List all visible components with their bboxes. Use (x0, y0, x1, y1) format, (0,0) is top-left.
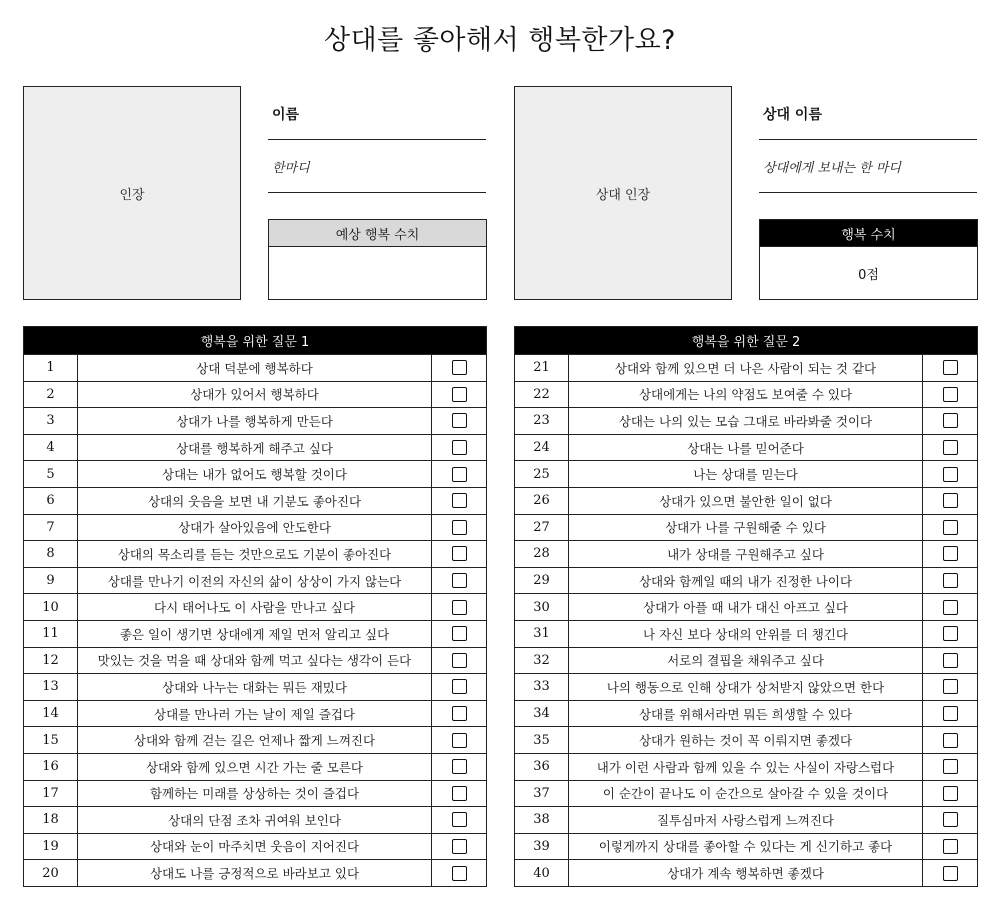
question-table-1-header: 행복을 위한 질문 1 (24, 327, 486, 354)
question-number: 6 (24, 488, 78, 514)
question-row (24, 700, 486, 727)
checkbox[interactable] (943, 786, 958, 801)
question-checkbox-cell (923, 594, 977, 620)
question-checkbox-cell (432, 355, 486, 381)
question-text: 상대를 만나기 이전의 자신의 삶이 상상이 가지 않는다 (78, 568, 432, 594)
question-row (515, 434, 977, 461)
question-text: 나 자신 보다 상대의 안위를 더 챙긴다 (569, 621, 923, 647)
checkbox[interactable] (943, 679, 958, 694)
checkbox[interactable] (452, 387, 467, 402)
question-text: 질투심마저 사랑스럽게 느껴진다 (569, 807, 923, 833)
checkbox[interactable] (452, 733, 467, 748)
checkbox[interactable] (452, 759, 467, 774)
question-row (515, 700, 977, 727)
question-checkbox-cell (923, 834, 977, 860)
question-row (515, 806, 977, 833)
question-number: 24 (515, 435, 569, 461)
question-row (24, 833, 486, 860)
question-row (24, 620, 486, 647)
question-checkbox-cell (923, 355, 977, 381)
question-checkbox-cell (923, 435, 977, 461)
question-number: 23 (515, 408, 569, 434)
question-row (515, 780, 977, 807)
question-checkbox-cell (432, 541, 486, 567)
question-row (24, 487, 486, 514)
checkbox[interactable] (452, 626, 467, 641)
question-text: 상대가 아플 때 내가 대신 아프고 싶다 (569, 594, 923, 620)
question-row (515, 833, 977, 860)
question-checkbox-cell (432, 701, 486, 727)
question-checkbox-cell (432, 621, 486, 647)
checkbox[interactable] (943, 493, 958, 508)
question-text: 상대가 계속 행복하면 좋겠다 (569, 860, 923, 886)
question-row (515, 647, 977, 674)
question-text: 좋은 일이 생기면 상대에게 제일 먼저 알리고 싶다 (78, 621, 432, 647)
question-checkbox-cell (432, 435, 486, 461)
question-number: 2 (24, 382, 78, 408)
question-number: 11 (24, 621, 78, 647)
question-text: 이 순간이 끝나도 이 순간으로 살아갈 수 있을 것이다 (569, 781, 923, 807)
question-row (515, 514, 977, 541)
question-row (24, 780, 486, 807)
my-note-field[interactable]: 한마디 (268, 141, 486, 193)
checkbox[interactable] (452, 360, 467, 375)
checkbox[interactable] (452, 786, 467, 801)
checkbox[interactable] (452, 839, 467, 854)
question-checkbox-cell (432, 807, 486, 833)
question-number: 30 (515, 594, 569, 620)
checkbox[interactable] (452, 413, 467, 428)
question-checkbox-cell (923, 727, 977, 753)
checkbox[interactable] (943, 706, 958, 721)
question-number: 28 (515, 541, 569, 567)
question-checkbox-cell (432, 674, 486, 700)
question-number: 1 (24, 355, 78, 381)
checkbox[interactable] (452, 493, 467, 508)
question-number: 15 (24, 727, 78, 753)
question-checkbox-cell (923, 382, 977, 408)
question-checkbox-cell (432, 594, 486, 620)
question-number: 38 (515, 807, 569, 833)
happiness-score-header: 행복 수치 (760, 220, 977, 247)
question-number: 21 (515, 355, 569, 381)
checkbox[interactable] (943, 626, 958, 641)
page-title: 상대를 좋아해서 행복한가요? (324, 25, 676, 56)
expected-score-header: 예상 행복 수치 (269, 220, 486, 247)
question-row (515, 354, 977, 381)
question-row (24, 726, 486, 753)
question-row (515, 593, 977, 620)
checkbox[interactable] (943, 839, 958, 854)
question-number: 8 (24, 541, 78, 567)
question-text: 상대와 함께 걷는 길은 언제나 짧게 느껴진다 (78, 727, 432, 753)
question-text: 상대를 위해서라면 뭐든 희생할 수 있다 (569, 701, 923, 727)
question-number: 39 (515, 834, 569, 860)
question-table-1 (23, 326, 487, 887)
question-row (515, 859, 977, 886)
question-number: 35 (515, 727, 569, 753)
checkbox[interactable] (943, 387, 958, 402)
question-row (24, 407, 486, 434)
question-number: 5 (24, 461, 78, 487)
question-number: 37 (515, 781, 569, 807)
checkbox[interactable] (452, 812, 467, 827)
question-number: 9 (24, 568, 78, 594)
question-text: 함께하는 미래를 상상하는 것이 즐겁다 (78, 781, 432, 807)
partner-name-field[interactable]: 상대 이름 (759, 88, 977, 140)
question-checkbox-cell (923, 461, 977, 487)
question-text: 상대도 나를 긍정적으로 바라보고 있다 (78, 860, 432, 886)
question-text: 상대와 나누는 대화는 뭐든 재밌다 (78, 674, 432, 700)
question-text: 상대의 단점 조차 귀여워 보인다 (78, 807, 432, 833)
checkbox[interactable] (943, 546, 958, 561)
question-row (24, 806, 486, 833)
question-number: 29 (515, 568, 569, 594)
question-number: 36 (515, 754, 569, 780)
question-checkbox-cell (432, 727, 486, 753)
question-checkbox-cell (923, 860, 977, 886)
checkbox[interactable] (452, 467, 467, 482)
checkbox[interactable] (943, 759, 958, 774)
question-text: 내가 상대를 구원해주고 싶다 (569, 541, 923, 567)
checkbox[interactable] (452, 546, 467, 561)
question-row (515, 460, 977, 487)
question-row (24, 514, 486, 541)
checkbox[interactable] (943, 600, 958, 615)
question-row (515, 620, 977, 647)
checkbox[interactable] (943, 467, 958, 482)
checkbox[interactable] (943, 413, 958, 428)
question-number: 31 (515, 621, 569, 647)
checkbox[interactable] (452, 600, 467, 615)
question-text: 상대가 원하는 것이 꼭 이뤄지면 좋겠다 (569, 727, 923, 753)
question-number: 32 (515, 648, 569, 674)
expected-score-value[interactable] (269, 247, 486, 299)
happiness-score-value: 0점 (858, 267, 879, 283)
question-checkbox-cell (923, 621, 977, 647)
checkbox[interactable] (452, 520, 467, 535)
question-checkbox-cell (923, 674, 977, 700)
question-text: 상대와 함께일 때의 내가 진정한 나이다 (569, 568, 923, 594)
question-number: 7 (24, 515, 78, 541)
question-checkbox-cell (432, 568, 486, 594)
question-row (24, 460, 486, 487)
question-text: 상대가 나를 구원해줄 수 있다 (569, 515, 923, 541)
question-number: 22 (515, 382, 569, 408)
checkbox[interactable] (452, 866, 467, 881)
question-number: 10 (24, 594, 78, 620)
question-text: 다시 태어나도 이 사람을 만나고 싶다 (78, 594, 432, 620)
question-text: 서로의 결핍을 채워주고 싶다 (569, 648, 923, 674)
partner-photo-placeholder[interactable] (514, 86, 732, 300)
question-row (24, 593, 486, 620)
question-row (515, 407, 977, 434)
question-text: 상대가 나를 행복하게 만든다 (78, 408, 432, 434)
happiness-score-box (759, 219, 978, 300)
question-number: 13 (24, 674, 78, 700)
question-text: 상대의 웃음을 보면 내 기분도 좋아진다 (78, 488, 432, 514)
question-checkbox-cell (432, 461, 486, 487)
partner-photo-label: 상대 인장 (595, 187, 651, 203)
question-checkbox-cell (923, 515, 977, 541)
question-text: 상대는 나를 믿어준다 (569, 435, 923, 461)
question-row (515, 381, 977, 408)
question-row (24, 567, 486, 594)
checkbox[interactable] (452, 440, 467, 455)
question-text: 맛있는 것을 먹을 때 상대와 함께 먹고 싶다는 생각이 든다 (78, 648, 432, 674)
question-row (515, 540, 977, 567)
my-photo-placeholder[interactable] (23, 86, 241, 300)
question-row (515, 673, 977, 700)
question-row (515, 753, 977, 780)
question-checkbox-cell (923, 648, 977, 674)
question-checkbox-cell (432, 834, 486, 860)
question-row (515, 567, 977, 594)
checkbox[interactable] (943, 440, 958, 455)
checkbox[interactable] (943, 733, 958, 748)
question-checkbox-cell (432, 515, 486, 541)
checkbox[interactable] (943, 520, 958, 535)
my-photo-label: 인장 (119, 187, 145, 203)
question-text: 상대가 있으면 불안한 일이 없다 (569, 488, 923, 514)
question-text: 내가 이런 사람과 함께 있을 수 있는 사실이 자랑스럽다 (569, 754, 923, 780)
question-text: 상대가 살아있음에 안도한다 (78, 515, 432, 541)
checkbox[interactable] (452, 706, 467, 721)
checkbox[interactable] (452, 653, 467, 668)
question-number: 17 (24, 781, 78, 807)
question-number: 19 (24, 834, 78, 860)
question-row (24, 647, 486, 674)
checkbox[interactable] (943, 653, 958, 668)
question-checkbox-cell (432, 648, 486, 674)
question-number: 18 (24, 807, 78, 833)
question-checkbox-cell (923, 408, 977, 434)
question-text: 상대를 행복하게 해주고 싶다 (78, 435, 432, 461)
question-number: 26 (515, 488, 569, 514)
question-checkbox-cell (432, 408, 486, 434)
partner-note-field[interactable]: 상대에게 보내는 한 마디 (759, 141, 977, 193)
question-text: 상대는 나의 있는 모습 그대로 바라봐줄 것이다 (569, 408, 923, 434)
question-number: 20 (24, 860, 78, 886)
checkbox[interactable] (943, 866, 958, 881)
question-checkbox-cell (432, 754, 486, 780)
question-row (515, 726, 977, 753)
question-number: 25 (515, 461, 569, 487)
question-row (24, 434, 486, 461)
question-checkbox-cell (923, 807, 977, 833)
question-text: 상대와 함께 있으면 더 나은 사람이 되는 것 같다 (569, 355, 923, 381)
question-text: 상대에게는 나의 약점도 보여줄 수 있다 (569, 382, 923, 408)
question-row (24, 354, 486, 381)
checkbox[interactable] (452, 679, 467, 694)
question-row (24, 381, 486, 408)
question-table-2 (514, 326, 978, 887)
question-checkbox-cell (432, 860, 486, 886)
question-text: 상대를 만나러 가는 날이 제일 즐겁다 (78, 701, 432, 727)
question-row (515, 487, 977, 514)
checkbox[interactable] (943, 360, 958, 375)
question-text: 상대와 눈이 마주치면 웃음이 지어진다 (78, 834, 432, 860)
question-number: 3 (24, 408, 78, 434)
question-text: 상대와 함께 있으면 시간 가는 줄 모른다 (78, 754, 432, 780)
question-table-2-header: 행복을 위한 질문 2 (515, 327, 977, 354)
question-number: 34 (515, 701, 569, 727)
question-checkbox-cell (923, 754, 977, 780)
expected-score-box (268, 219, 487, 300)
question-text: 상대가 있어서 행복하다 (78, 382, 432, 408)
question-number: 4 (24, 435, 78, 461)
question-text: 상대 덕분에 행복하다 (78, 355, 432, 381)
question-number: 12 (24, 648, 78, 674)
question-checkbox-cell (432, 781, 486, 807)
question-text: 상대의 목소리를 듣는 것만으로도 기분이 좋아진다 (78, 541, 432, 567)
question-number: 40 (515, 860, 569, 886)
question-row (24, 859, 486, 886)
question-text: 이렇게까지 상대를 좋아할 수 있다는 게 신기하고 좋다 (569, 834, 923, 860)
question-number: 33 (515, 674, 569, 700)
my-name-field[interactable]: 이름 (268, 88, 486, 140)
question-text: 나의 행동으로 인해 상대가 상처받지 않았으면 한다 (569, 674, 923, 700)
question-number: 14 (24, 701, 78, 727)
question-text: 상대는 내가 없어도 행복할 것이다 (78, 461, 432, 487)
question-checkbox-cell (432, 488, 486, 514)
question-number: 16 (24, 754, 78, 780)
checkbox[interactable] (943, 573, 958, 588)
question-checkbox-cell (923, 781, 977, 807)
question-number: 27 (515, 515, 569, 541)
question-row (24, 753, 486, 780)
question-checkbox-cell (923, 488, 977, 514)
question-row (24, 540, 486, 567)
question-checkbox-cell (923, 701, 977, 727)
checkbox[interactable] (943, 812, 958, 827)
checkbox[interactable] (452, 573, 467, 588)
question-text: 나는 상대를 믿는다 (569, 461, 923, 487)
question-checkbox-cell (432, 382, 486, 408)
question-row (24, 673, 486, 700)
question-checkbox-cell (923, 568, 977, 594)
question-checkbox-cell (923, 541, 977, 567)
